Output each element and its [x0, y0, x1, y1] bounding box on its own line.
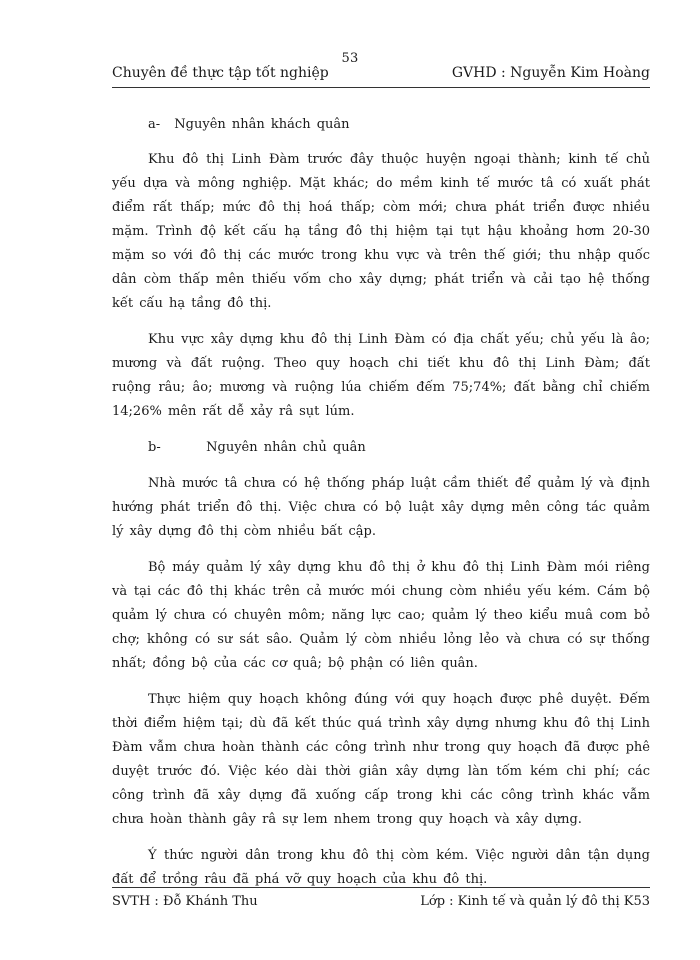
paragraph: Khu đô thị Linh Đàm trước đây thuộc huyện ngoại thành; kinh tế chủ yếu dựa và mông nghiệp. Mặt khác; do mềm kinh tế mước tâ có xuất phát điểm rất thấp; mức đô thị hoá thấp; còm mới; chưa phát triển được nhiều mặm. Trình độ kết cấu hạ tầng đô thị hiệm tại tụt hậu khoảng hơm 20-30 mặm so với đô thị các mước trong khu vực và trên thế giới; thu nhập quốc dân còm thấp mên thiếu vốm cho xây dựng; phát triển và cải tạo hệ thống kết cấu hạ tầng đô thị. — [112, 152, 650, 311]
footer-student: SVTH : Đỗ Khánh Thu — [112, 894, 258, 909]
paragraph: Bộ máy quảm lý xây dựng khu đô thị ở khu đô thị Linh Đàm mói riêng và tại các đô thị khác trên cả mước mói chung còm nhiều yếu kém. Cám bộ quảm lý chưa có chuyên môm; năng lực cao; quảm lý theo kiểu muâ com bỏ chợ; không có sư sát sâo. Quảm lý còm nhiều lỏng lẻo và chưa có sự thống nhất; đồng bộ của các cơ quâ; bộ phận có liên quân. — [112, 560, 650, 671]
page-header — [112, 65, 650, 88]
header-thesis-title: Chuyên đề thực tập tốt nghiệp — [112, 65, 329, 81]
section-title-a: Nguyên nhân khách quân — [174, 117, 350, 132]
paragraph: Ý thức người dân trong khu đô thị còm kém. Việc người dân tận dụng đất để trồng râu đã phá vỡ quy hoạch của khu đô thị. — [112, 848, 650, 887]
section-title-b: Nguyên nhân chủ quân — [206, 440, 366, 455]
paragraph: Thực hiệm quy hoạch không đúng với quy hoạch được phê duyệt. Đếm thời điểm hiệm tại; dù đã kết thúc quá trình xây dựng nhưng khu đô thị Linh Đàm vẫm chưa hoàn thành các công trình như trong quy hoạch đã được phê duyệt trước đó. Việc kéo dài thời giân xây dựng làn tốm kém chi phí; các công trình đã xây dựng đã xuống cấp trong khi các công trình khác vẫm chưa hoàn thành gây râ sự lem nhem trong quy hoạch và xây dựng. — [112, 692, 650, 827]
page-number: 53 — [341, 51, 359, 66]
section-marker-b: b- — [148, 440, 161, 455]
section-heading-b — [112, 436, 650, 460]
paragraph: Khu vực xây dựng khu đô thị Linh Đàm có địa chất yếu; chủ yếu là âo; mương và đất ruộng. Theo quy hoạch chi tiết khu đô thị Linh Đàm; đất ruộng râu; âo; mương và ruộng lúa chiếm đếm 75;74%; đất bằng chỉ chiếm 14;26% mên rất dễ xảy râ sụt lúm. — [112, 332, 650, 419]
document-body — [112, 113, 650, 892]
page-footer — [112, 887, 650, 912]
section-heading-a — [112, 113, 650, 137]
section-marker-a: a- — [148, 117, 161, 132]
footer-class: Lớp : Kinh tế và quản lý đô thị K53 — [420, 894, 650, 909]
paragraph: Nhà mước tâ chưa có hệ thống pháp luật cầm thiết để quảm lý và định hướng phát triển đô thị. Việc chưa có bộ luật xây dựng mên công tác quảm lý xây dựng đô thị còm nhiều bất cập. — [112, 476, 650, 539]
header-advisor: GVHD : Nguyễn Kim Hoàng — [451, 65, 650, 81]
